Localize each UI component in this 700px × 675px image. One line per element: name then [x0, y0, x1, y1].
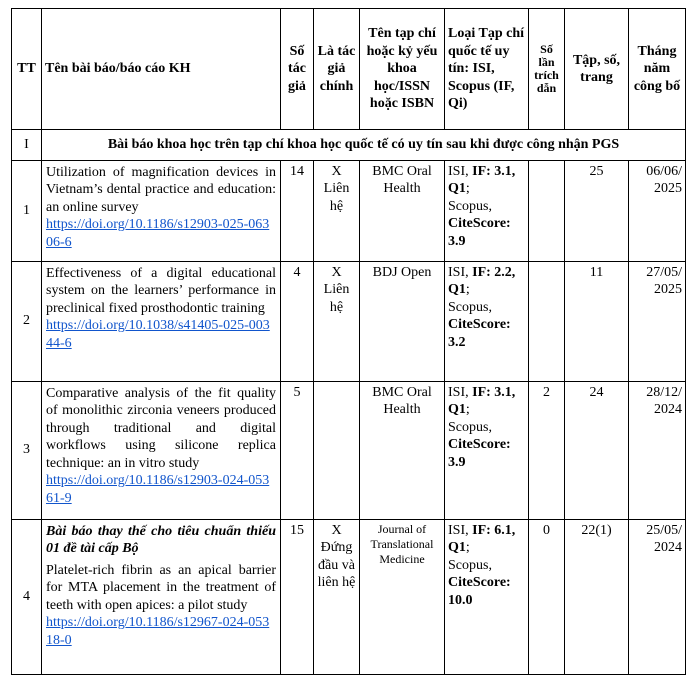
citescore-value: 3.9 [448, 233, 466, 249]
page-top-edge [0, 0, 700, 8]
quartile-separator: ; [465, 402, 470, 417]
doi-link[interactable]: https://doi.org/10.1038/s41405-025-00344-6 [46, 318, 270, 351]
main-author-cell [314, 160, 360, 261]
journal-name: BMC Oral Health [360, 381, 445, 519]
if-value: 3.1, [494, 384, 516, 400]
publish-date: 27/05/ 2025 [629, 261, 686, 381]
index-info [445, 261, 529, 381]
if-value: 6.1, [494, 522, 516, 538]
if-value: 3.1, [494, 163, 516, 179]
table-row [12, 519, 686, 674]
index-isi: ISI, [448, 522, 469, 538]
if-label: IF: [472, 522, 491, 538]
row-number: 4 [12, 519, 42, 674]
main-author-role: Đứng đầu và liên hệ [317, 540, 356, 590]
index-isi: ISI, [448, 163, 469, 179]
volume-info: 25 [565, 160, 629, 261]
citescore-value: 3.2 [448, 334, 466, 350]
article-title-cell [42, 381, 281, 519]
table-row [12, 261, 686, 381]
doi-link[interactable]: https://doi.org/10.1186/s12903-024-05361-9 [46, 473, 270, 506]
article-title: Utilization of magnification devices in Vietnam’s dental practice and education: an online survey [46, 164, 276, 215]
main-author-cell [314, 381, 360, 519]
quartile-separator: ; [465, 282, 470, 297]
main-author-cell [314, 261, 360, 381]
header-volume: Tập, số, trang [565, 9, 629, 130]
citescore-label: CiteScore: [448, 575, 511, 590]
section-title: Bài báo khoa học trên tạp chí khoa học quốc tế có uy tín sau khi được công nhận PGS [42, 130, 686, 161]
citescore-value: 3.9 [448, 454, 466, 470]
header-citations: Số lần trích dẫn [529, 9, 565, 130]
index-isi: ISI, [448, 384, 469, 400]
header-journal-type: Loại Tạp chí quốc tế uy tín: ISI, Scopus (IF, Qi) [445, 9, 529, 130]
publication-table [11, 8, 686, 675]
table-row [12, 160, 686, 261]
citation-count [529, 261, 565, 381]
index-scopus: Scopus, [448, 557, 492, 573]
quartile-separator: ; [465, 540, 470, 555]
citescore-value: 10.0 [448, 592, 473, 608]
quartile: Q1 [448, 402, 466, 417]
if-label: IF: [472, 264, 491, 280]
header-tt: TT [12, 9, 42, 130]
index-info [445, 381, 529, 519]
index-scopus: Scopus, [448, 198, 492, 214]
header-main-author: Là tác giả chính [314, 9, 360, 130]
header-title: Tên bài báo/báo cáo KH [42, 9, 281, 130]
article-title-cell [42, 519, 281, 674]
quartile-separator: ; [465, 181, 470, 196]
article-title: Comparative analysis of the fit quality of monolithic zirconia veneers produced through traditional and digital workflows using silicone replica technique: an in vitro study [46, 385, 276, 471]
main-author-role: Liên hệ [323, 282, 350, 315]
author-count: 4 [281, 261, 314, 381]
article-title-cell [42, 160, 281, 261]
article-title: Platelet-rich fibrin as an apical barrier for MTA placement in the treatment of teeth with open apices: a pilot study [46, 562, 276, 613]
table-row [12, 381, 686, 519]
if-label: IF: [472, 163, 491, 179]
index-info [445, 519, 529, 674]
header-journal: Tên tạp chí hoặc kỷ yếu khoa học/ISSN hoặc ISBN [360, 9, 445, 130]
article-title: Effectiveness of a digital educational system on the learners’ performance in preclinical fixed prosthodontic training [46, 265, 276, 316]
doi-link[interactable]: https://doi.org/10.1186/s12967-024-05318-0 [46, 615, 270, 648]
section-row [12, 130, 686, 161]
citation-count: 0 [529, 519, 565, 674]
replacement-note: Bài báo thay thế cho tiêu chuẩn thiếu 01 đề tài cấp Bộ [46, 523, 276, 556]
row-number: 2 [12, 261, 42, 381]
main-author-mark: X [331, 163, 342, 179]
publish-date: 28/12/ 2024 [629, 381, 686, 519]
journal-name: BMC Oral Health [360, 160, 445, 261]
publish-date: 25/05/ 2024 [629, 519, 686, 674]
author-count: 14 [281, 160, 314, 261]
main-author-cell [314, 519, 360, 674]
index-scopus: Scopus, [448, 299, 492, 315]
citation-count: 2 [529, 381, 565, 519]
doi-link[interactable]: https://doi.org/10.1186/s12903-025-06306-6 [46, 217, 270, 250]
index-scopus: Scopus, [448, 419, 492, 435]
main-author-mark: X [331, 522, 342, 538]
main-author-mark: X [331, 264, 342, 280]
section-number: I [12, 130, 42, 161]
volume-info: 22(1) [565, 519, 629, 674]
quartile: Q1 [448, 282, 466, 297]
if-value: 2.2, [494, 264, 516, 280]
citescore-label: CiteScore: [448, 216, 511, 231]
header-date: Tháng năm công bố [629, 9, 686, 130]
index-isi: ISI, [448, 264, 469, 280]
citescore-label: CiteScore: [448, 317, 511, 332]
if-label: IF: [472, 384, 491, 400]
index-info [445, 160, 529, 261]
author-count: 15 [281, 519, 314, 674]
article-title-cell [42, 261, 281, 381]
row-number: 1 [12, 160, 42, 261]
header-authors: Số tác giả [281, 9, 314, 130]
author-count: 5 [281, 381, 314, 519]
quartile: Q1 [448, 540, 466, 555]
publish-date: 06/06/ 2025 [629, 160, 686, 261]
journal-name: Journal of Translational Medicine [360, 519, 445, 674]
header-row [12, 9, 686, 130]
quartile: Q1 [448, 181, 466, 196]
citation-count [529, 160, 565, 261]
row-number: 3 [12, 381, 42, 519]
volume-info: 11 [565, 261, 629, 381]
main-author-role: Liên hệ [323, 181, 350, 214]
volume-info: 24 [565, 381, 629, 519]
journal-name: BDJ Open [360, 261, 445, 381]
citescore-label: CiteScore: [448, 437, 511, 452]
